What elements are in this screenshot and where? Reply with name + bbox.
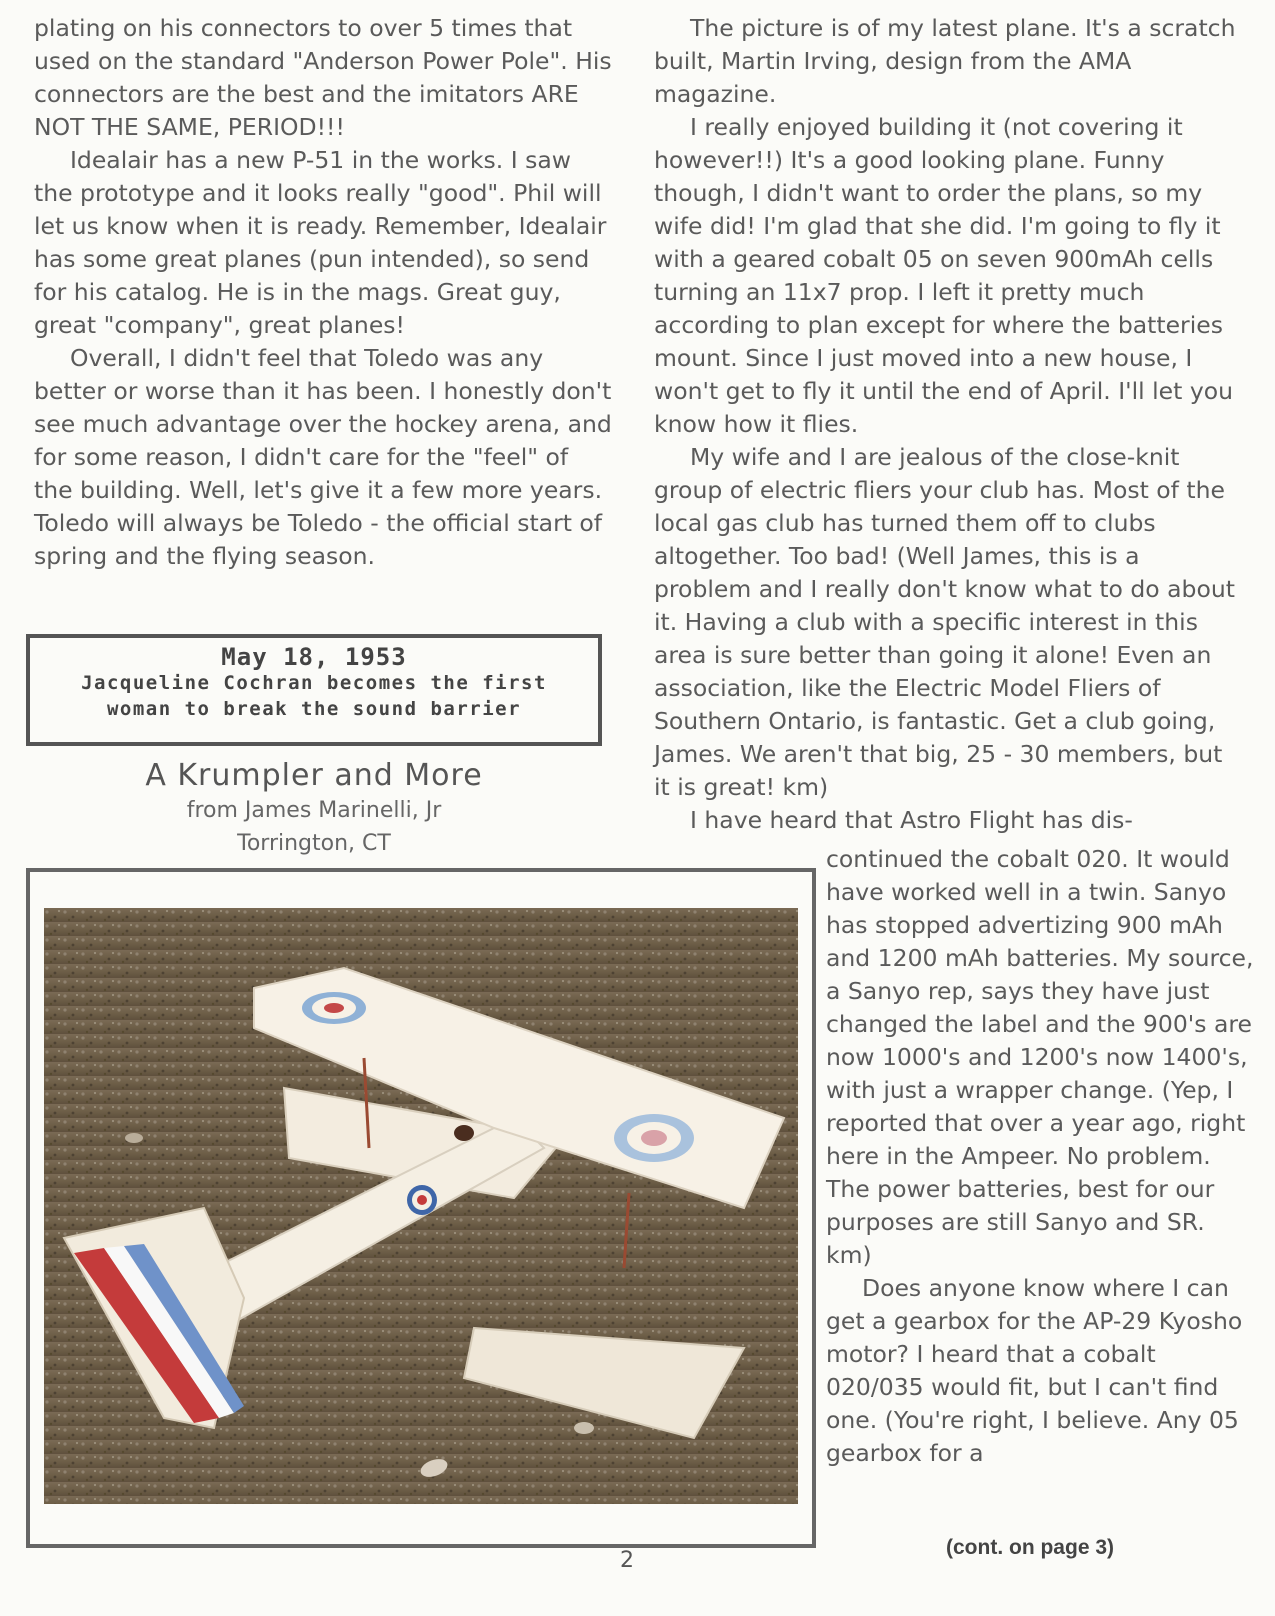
paragraph: plating on his connectors to over 5 times that used on the standard "Anderson Power Pole". His connectors are the best and the imitators ARE NOT THE SAME, PERIOD!!!	[34, 14, 612, 141]
paragraph: I have heard that Astro Flight has dis-	[690, 806, 1133, 834]
history-text: Jacqueline Cochran becomes the first woman to break the sound barrier	[81, 672, 547, 720]
right-column-narrow	[826, 843, 1256, 1470]
paragraph: Idealair has a new P-51 in the works. I saw the prototype and it looks really "good". Phil will let us know when it is ready. Remember, Idealair has some great planes (pun intended), so send for his catalog. He is in the mags. Great guy, great "company", great planes!	[34, 146, 607, 339]
continuation-note: (cont. on page 3)	[946, 1536, 1114, 1559]
paragraph: My wife and I are jealous of the close-knit group of electric fliers your club has. Most of the local gas club has turned them off to clubs altogether. Too bad! (Well James, this is a problem and I really don't know what to do about it. Having a club with a specific interest in this area is sure better than going it alone! Even an association, like the Electric Model Fliers of Southern Ontario, is fantastic. Get a club going, James. We aren't that big, 25 - 30 members, but it is great! km)	[654, 443, 1235, 801]
paragraph: continued the cobalt 020. It would have worked well in a twin. Sanyo has stopped advertizing 900 mAh and 1200 mAh batteries. My source, a Sanyo rep, says they have just changed the label and the 900's are now 1000's and 1200's now 1400's, with just a wrapper change. (Yep, I reported that over a year ago, right here in the Ampeer. No problem. The power batteries, best for our purposes are still Sanyo and SR. km)	[826, 845, 1254, 1269]
history-date: May 18, 1953	[221, 643, 407, 671]
paragraph: I really enjoyed building it (not covering it however!!) It's a good looking plane. Funny though, I didn't want to order the plans, so my wife did! I'm glad that she did. I'm going to fly it with a geared cobalt 05 on seven 900mAh cells turning an 11x7 prop. I left it pretty much according to plan except for where the batteries mount. Since I just moved into a new house, I won't get to fly it until the end of April. I'll let you know how it flies.	[654, 113, 1233, 438]
biplane-photo	[44, 908, 798, 1504]
paragraph: Does anyone know where I can get a gearbox for the AP-29 Kyosho motor? I heard that a cobalt 020/035 would fit, but I can't find one. (You're right, I believe. Any 05 gearbox for a	[826, 1274, 1243, 1467]
article-header	[26, 758, 602, 860]
page-number: 2	[620, 1548, 634, 1573]
paragraph: The picture is of my latest plane. It's a scratch built, Martin Irving, design from the AMA magazine.	[654, 14, 1236, 108]
history-box	[26, 634, 602, 746]
left-column	[34, 12, 614, 573]
paragraph: Overall, I didn't feel that Toledo was any better or worse than it has been. I honestly don't see much advantage over the hockey arena, and for some reason, I didn't care for the "feel" of the building. Well, let's give it a few more years. Toledo will always be Toledo - the official start of spring and the flying season.	[34, 344, 612, 570]
article-byline: from James Marinelli, Jr	[186, 798, 442, 823]
article-location: Torrington, CT	[237, 831, 391, 856]
article-title: A Krumpler and More	[145, 758, 483, 793]
photo-frame	[26, 868, 816, 1548]
right-column	[654, 12, 1244, 837]
